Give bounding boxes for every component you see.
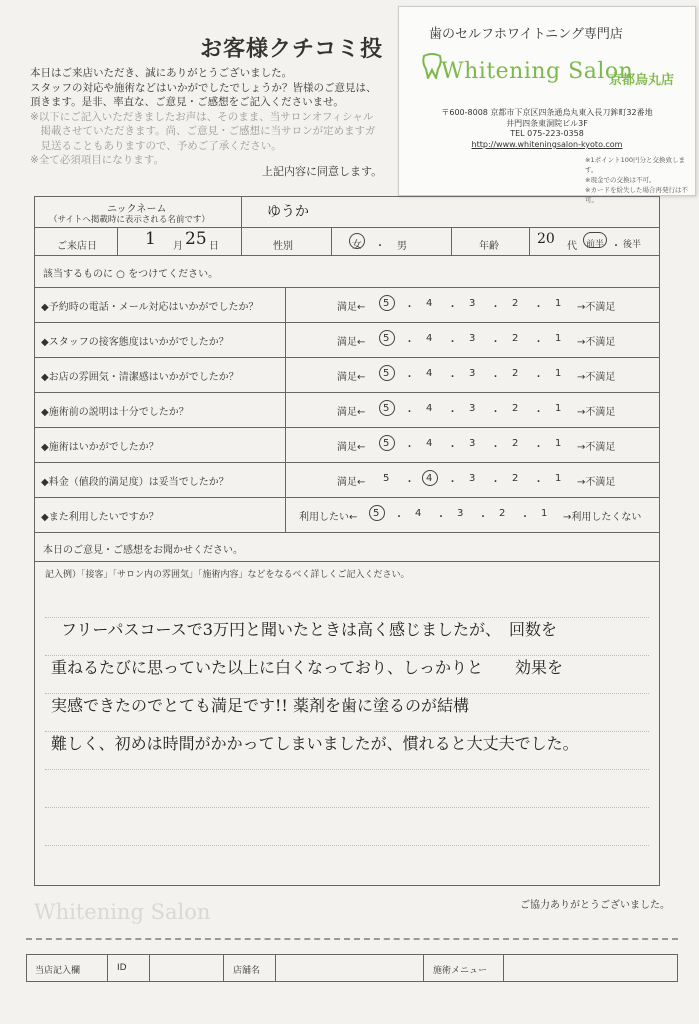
scale-separator: ・ — [447, 407, 458, 418]
rating-option-5[interactable]: 5 — [373, 508, 380, 519]
visit-date-label: ご来店日 — [57, 241, 97, 252]
rating-option-1[interactable]: 1 — [555, 368, 562, 379]
scale-right-label: →不満足 — [577, 372, 616, 383]
scale-separator: ・ — [533, 407, 544, 418]
scale-separator: ・ — [478, 512, 488, 523]
age-label: 年齢 — [479, 241, 499, 252]
comment-line[interactable]: 実感できたのでとても満足です!! 薬剤を歯に塗るのが結構 — [51, 696, 469, 715]
rating-selected-circle — [379, 295, 395, 311]
rating-selected-circle — [379, 365, 395, 381]
rating-option-2[interactable]: 2 — [499, 508, 506, 519]
rating-selected-circle — [422, 470, 438, 486]
rating-option-3[interactable]: 3 — [469, 438, 476, 449]
scale-separator: ・ — [490, 337, 501, 348]
nickname-value[interactable]: ゆうか — [267, 204, 309, 220]
gender-female[interactable]: 女 — [352, 240, 362, 251]
comment-label: 本日のご意見・ご感想をお聞かせください。 — [43, 545, 243, 556]
logo: Whitening Salon — [441, 59, 634, 84]
intro-note: 掲載させていただきます。尚、ご意見・ご感想に当サロンが定めますガ — [30, 125, 376, 137]
rating-option-5[interactable]: 5 — [383, 438, 390, 449]
logo-store-name: 京都烏丸店 — [609, 73, 675, 88]
scale-separator: ・ — [404, 477, 415, 488]
scale-separator: ・ — [447, 477, 458, 488]
gender-male[interactable]: 男 — [397, 241, 407, 252]
store-name-label: 店舗名 — [233, 966, 261, 976]
rating-option-1[interactable]: 1 — [541, 508, 548, 519]
gender-label: 性別 — [273, 241, 293, 252]
question-text: ◆施術前の説明は十分でしたか？ — [41, 407, 189, 418]
card-building: 井門四条東洞院ビル3F — [506, 119, 588, 128]
scale-left-label: 満足← — [337, 302, 366, 313]
gender-separator: ・ — [375, 241, 385, 252]
question-text: ◆スタッフの接客態度はいかがでしたか？ — [41, 337, 229, 348]
rating-option-4[interactable]: 4 — [415, 508, 422, 519]
scale-right-label: →不満足 — [577, 477, 616, 488]
scale-separator: ・ — [490, 407, 501, 418]
scale-separator: ・ — [404, 407, 415, 418]
scale-separator: ・ — [447, 442, 458, 453]
comment-line[interactable]: 重ねるたびに思っていた以上に白くなっており、しっかりと 効果を — [51, 658, 564, 677]
scale-separator: ・ — [404, 302, 415, 313]
rating-option-3[interactable]: 3 — [469, 403, 476, 414]
menu-label: 施術メニュー — [433, 966, 488, 976]
rating-option-2[interactable]: 2 — [512, 403, 519, 414]
scale-separator: ・ — [533, 372, 544, 383]
intro-line: 頂きます。是非、率直な、ご意見・ご感想をご記入くださいませ。 — [30, 96, 344, 108]
rating-option-5[interactable]: 5 — [383, 473, 390, 484]
rating-option-1[interactable]: 1 — [555, 403, 562, 414]
cut-line — [26, 938, 678, 940]
intro-line: スタッフの対応や施術などはいかがでしたでしょうか？皆様のご意見は、 — [30, 81, 377, 94]
scale-right-label: →不満足 — [577, 442, 616, 453]
visit-month[interactable]: 1 — [145, 229, 156, 249]
rating-option-2[interactable]: 2 — [512, 368, 519, 379]
scale-right-label: →利用したくない — [563, 512, 642, 523]
scale-separator: ・ — [404, 442, 415, 453]
age-separator: ・ — [611, 241, 621, 252]
card-address: 〒600-8008 京都市下京区四条通烏丸東入長刀鉾町32番地 — [441, 108, 653, 117]
scale-separator: ・ — [533, 477, 544, 488]
scale-separator: ・ — [447, 302, 458, 313]
visit-day[interactable]: 25 — [185, 229, 207, 249]
survey-form — [34, 196, 660, 886]
scale-separator: ・ — [447, 372, 458, 383]
rating-option-1[interactable]: 1 — [555, 473, 562, 484]
rating-option-4[interactable]: 4 — [426, 298, 433, 309]
card-note: ※現金での交換は不可。 — [585, 176, 656, 184]
instruction-text: 該当するものに ○ をつけてください。 — [43, 269, 219, 280]
intro-note: ※以下にご記入いただきましたお声は、そのまま、当サロンオフィシャル — [30, 110, 374, 123]
rating-selected-circle — [379, 400, 395, 416]
question-text: ◆施術はいかがでしたか？ — [41, 442, 159, 453]
scale-left-label: 満足← — [337, 442, 366, 453]
scale-separator: ・ — [533, 337, 544, 348]
rating-option-2[interactable]: 2 — [512, 438, 519, 449]
rating-option-4[interactable]: 4 — [426, 403, 433, 414]
store-entry-box — [26, 954, 678, 982]
rating-option-5[interactable]: 5 — [383, 403, 390, 414]
scale-left-label: 満足← — [337, 372, 366, 383]
age-unit: 代 — [567, 241, 577, 252]
nickname-sublabel: （サイトへ掲載時に表示される名前です） — [49, 215, 210, 225]
rating-option-3[interactable]: 3 — [469, 368, 476, 379]
card-note: ※カードを紛失した場合再発行は不可。 — [585, 186, 688, 204]
point-card — [398, 6, 696, 204]
scale-separator: ・ — [533, 442, 544, 453]
card-tel: TEL 075-223-0358 — [510, 129, 584, 138]
intro-note: 見送ることもありますので、予めご了承ください。 — [30, 139, 282, 152]
rating-option-2[interactable]: 2 — [512, 473, 519, 484]
scale-right-label: →不満足 — [577, 407, 616, 418]
scale-separator: ・ — [490, 302, 501, 313]
age-early[interactable]: 前半 — [586, 240, 605, 250]
age-late[interactable]: 後半 — [623, 240, 642, 250]
card-url[interactable]: http://www.whiteningsalon-kyoto.com — [471, 140, 623, 149]
scale-separator: ・ — [404, 337, 415, 348]
rating-option-2[interactable]: 2 — [512, 298, 519, 309]
rating-option-3[interactable]: 3 — [469, 473, 476, 484]
scale-left-label: 満足← — [337, 337, 366, 348]
scale-right-label: →不満足 — [577, 337, 616, 348]
store-entry-label: 当店記入欄 — [35, 966, 81, 976]
rating-option-4[interactable]: 4 — [426, 438, 433, 449]
comment-line[interactable]: フリーパスコースで3万円と聞いたときは高く感じましたが、 回数を — [61, 620, 557, 639]
rating-option-4[interactable]: 4 — [426, 333, 433, 344]
rating-option-5[interactable]: 5 — [383, 298, 390, 309]
comment-line[interactable]: 難しく、初めは時間がかかってしまいましたが、慣れると大丈夫でした。 — [51, 734, 579, 753]
scale-separator: ・ — [404, 372, 415, 383]
intro-line: 本日はご来店いただき、誠にありがとうございました。 — [30, 67, 293, 79]
intro-text — [30, 66, 400, 168]
rating-selected-circle — [369, 505, 385, 521]
example-text: 記入例）「接客」「サロン内の雰囲気」「施術内容」などをなるべく詳しくご記入ください。 — [45, 570, 410, 580]
question-text: ◆料金（値段的満足度）は妥当でしたか？ — [41, 477, 229, 488]
scale-separator: ・ — [490, 442, 501, 453]
scale-separator: ・ — [447, 337, 458, 348]
thanks-text: ご協力ありがとうございました。 — [520, 900, 670, 911]
intro-note: ※全て必須項目になります。 — [30, 154, 164, 166]
scale-right-label: →不満足 — [577, 302, 616, 313]
rating-option-5[interactable]: 5 — [383, 333, 390, 344]
rating-option-2[interactable]: 2 — [512, 333, 519, 344]
rating-option-1[interactable]: 1 — [555, 298, 562, 309]
scale-left-label: 満足← — [337, 407, 366, 418]
visit-day-unit: 日 — [209, 241, 219, 252]
scale-left-label: 満足← — [337, 477, 366, 488]
rating-option-5[interactable]: 5 — [383, 368, 390, 379]
card-note: ※1ポイント100円分と交換致します。 — [585, 156, 685, 174]
rating-option-3[interactable]: 3 — [457, 508, 464, 519]
rating-selected-circle — [379, 435, 395, 451]
scale-separator: ・ — [520, 512, 530, 523]
question-text: ◆お店の雰囲気・清潔感はいかがでしたか？ — [41, 372, 239, 383]
question-text: ◆また利用したいですか？ — [41, 512, 159, 523]
rating-option-1[interactable]: 1 — [555, 333, 562, 344]
nickname-label: ニックネーム — [107, 204, 167, 215]
card-title: 歯のセルフホワイトニング専門店 — [429, 27, 623, 42]
visit-month-unit: 月 — [173, 241, 183, 252]
age-value[interactable]: 20 — [537, 231, 555, 247]
rating-option-1[interactable]: 1 — [555, 438, 562, 449]
page-title: お客様クチコミ投 — [200, 37, 384, 62]
scale-separator: ・ — [436, 512, 446, 523]
id-label: ID — [117, 963, 127, 973]
rating-option-4[interactable]: 4 — [426, 368, 433, 379]
scale-separator: ・ — [394, 512, 404, 523]
watermark-logo: Whitening Salon — [34, 900, 211, 924]
scale-separator: ・ — [490, 372, 501, 383]
scale-left-label: 利用したい← — [299, 512, 358, 523]
question-text: ◆予約時の電話・メール対応はいかがでしたか？ — [41, 302, 259, 313]
rating-option-3[interactable]: 3 — [469, 298, 476, 309]
scale-separator: ・ — [490, 477, 501, 488]
rating-option-4[interactable]: 4 — [426, 473, 433, 484]
rating-selected-circle — [379, 330, 395, 346]
rating-option-3[interactable]: 3 — [469, 333, 476, 344]
scale-separator: ・ — [533, 302, 544, 313]
agree-text: 上記内容に同意します。 — [262, 165, 383, 178]
